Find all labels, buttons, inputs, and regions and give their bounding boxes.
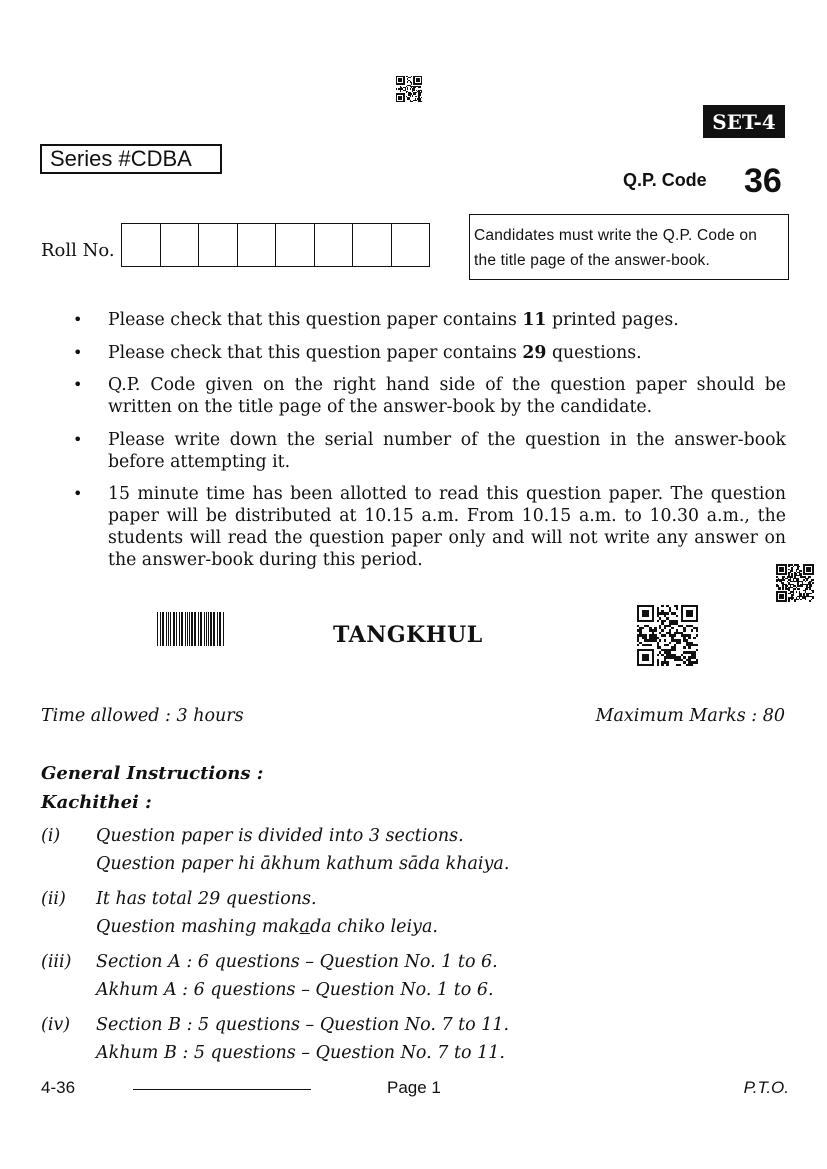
general-instructions-subtitle: Kachithei : bbox=[41, 792, 152, 813]
roll-box[interactable] bbox=[353, 224, 392, 266]
general-instructions-title: General Instructions : bbox=[41, 763, 264, 784]
bullet-item: • 15 minute time has been allotted to read this question paper. The question paper will be distributed at 10.15 a.m. From 10.15 a.m. to 10.30 a.m., the students will read the question paper only and will not write any answer on the answer-book during this period. bbox=[68, 483, 786, 571]
footer-divider bbox=[133, 1089, 311, 1090]
roll-box[interactable] bbox=[238, 224, 277, 266]
roll-box[interactable] bbox=[122, 224, 161, 266]
instruction-english: Section A : 6 questions – Question No. 1 to 6. bbox=[96, 952, 498, 972]
qp-code-label: Q.P. Code bbox=[623, 170, 707, 190]
roll-number-label: Roll No. bbox=[41, 240, 115, 261]
bullet-item: • Please check that this question paper contains 29 questions. bbox=[68, 342, 786, 364]
candidate-note-line: the title page of the answer-book. bbox=[474, 252, 711, 269]
candidate-note-box bbox=[469, 214, 789, 280]
roll-box[interactable] bbox=[199, 224, 238, 266]
instruction-number: (iii) bbox=[41, 952, 72, 972]
instruction-english: Question paper is divided into 3 sections. bbox=[96, 826, 464, 846]
barcode bbox=[157, 612, 225, 646]
roll-box[interactable] bbox=[161, 224, 200, 266]
instruction-english: Section B : 5 questions – Question No. 7 to 11. bbox=[96, 1015, 510, 1035]
instruction-number: (i) bbox=[41, 826, 61, 846]
roll-box[interactable] bbox=[315, 224, 354, 266]
bullet-item: • Q.P. Code given on the right hand side of the question paper should be written on the title page of the answer-book by the candidate. bbox=[68, 374, 786, 418]
bullet-item: • Please write down the serial number of the question in the answer-book before attempting it. bbox=[68, 429, 786, 473]
instruction-local: Question paper hi ākhum kathum sāda khaiya. bbox=[96, 854, 510, 874]
footer-code: 4-36 bbox=[41, 1078, 76, 1097]
instruction-item bbox=[41, 952, 786, 1008]
qr-code-top bbox=[396, 76, 422, 102]
series-label: Series #CDBA bbox=[40, 144, 222, 174]
instruction-item bbox=[41, 889, 786, 945]
set-badge: SET-4 bbox=[703, 105, 785, 138]
instruction-local: Question mashing makada chiko leiya. bbox=[96, 917, 438, 937]
instruction-english: It has total 29 questions. bbox=[96, 889, 317, 909]
instruction-number: (ii) bbox=[41, 889, 66, 909]
page-number: Page 1 bbox=[387, 1078, 441, 1097]
qp-code-value: 36 bbox=[744, 162, 782, 200]
time-allowed: Time allowed : 3 hours bbox=[41, 706, 244, 726]
qr-code-right bbox=[776, 564, 814, 602]
instruction-bullets bbox=[68, 309, 786, 582]
instruction-item bbox=[41, 1015, 786, 1071]
bullet-item: • Please check that this question paper contains 11 printed pages. bbox=[68, 309, 786, 331]
roll-box[interactable] bbox=[276, 224, 315, 266]
pto-label: P.T.O. bbox=[743, 1078, 789, 1097]
instruction-local: Akhum A : 6 questions – Question No. 1 to 6. bbox=[96, 980, 494, 1000]
instruction-number: (iv) bbox=[41, 1015, 71, 1035]
maximum-marks: Maximum Marks : 80 bbox=[595, 706, 785, 726]
roll-box[interactable] bbox=[392, 224, 430, 266]
instruction-item bbox=[41, 826, 786, 882]
roll-number-boxes[interactable] bbox=[121, 223, 430, 267]
qr-code-main bbox=[637, 605, 698, 666]
instruction-local: Akhum B : 5 questions – Question No. 7 to 11. bbox=[96, 1043, 505, 1063]
candidate-note-line: Candidates must write the Q.P. Code on bbox=[474, 227, 758, 244]
subject-title: TANGKHUL bbox=[333, 622, 483, 648]
